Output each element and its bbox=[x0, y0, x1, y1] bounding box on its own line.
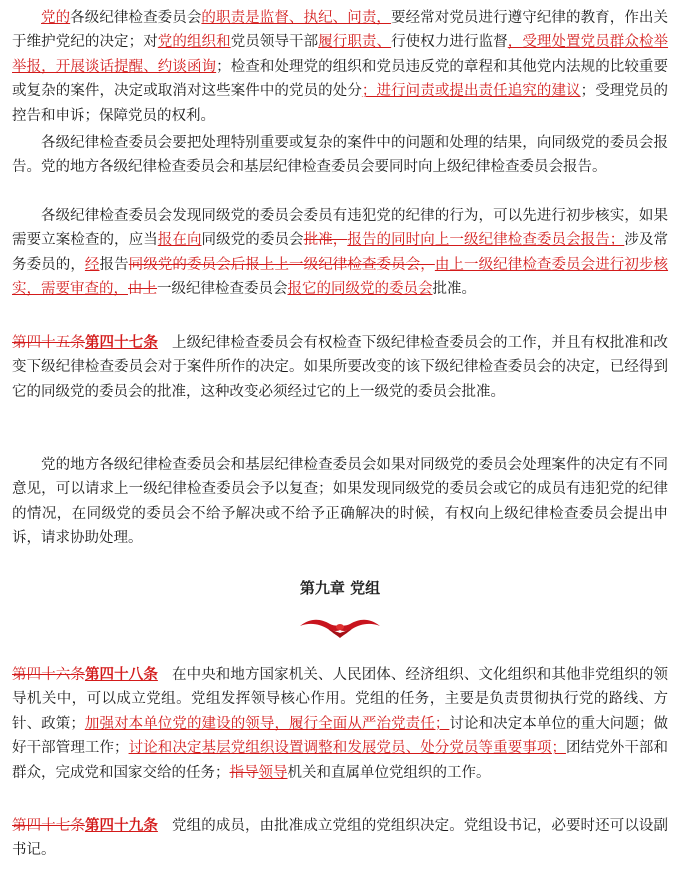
paragraph-appeal bbox=[12, 453, 668, 551]
body-text: 在中央和地方国家机关、人民团体、经济组织、文化组织和其他非党组织的领导机关中，可以成立党组。党组发挥领导核心作用。党组的任务，主要是负责贯彻执行党的路线、方针、政策； bbox=[12, 667, 669, 732]
body-text: ；检查和处理党的组织和党员违反党的章程和其他党内法规的比较重要或复杂的案件，决定或取消对这些案件中的党员的处分 bbox=[12, 58, 669, 100]
chapter-heading: 第九章 党组 bbox=[299, 579, 381, 597]
body-text: 各级纪律检查委员会 bbox=[70, 10, 202, 26]
body-text: 讨论和决定本单位的重大问题；做好干部管理工作； bbox=[12, 715, 669, 757]
inserted-text: 党的 bbox=[41, 10, 71, 26]
red-ribbon-divider-icon bbox=[298, 614, 382, 640]
inserted-text: 报告的同时向上一级纪律检查委员会报告； bbox=[347, 232, 625, 249]
inserted-text: ，受理处置党员群众检举举报，开展谈话提醒、约谈函询 bbox=[12, 34, 669, 75]
inserted-text: 领导 bbox=[258, 764, 288, 781]
body-text: 上级纪律检查委员会有权检查下级纪律检查委员会的工作，并且有权批准和改变下级纪律检查委员会对于案件所作的决定。如果所要改变的该下级纪律检查委员会的决定，已经得到它的同级党的委员会的批准，这种改变必须经过它的上一级党的委员会批准。 bbox=[12, 335, 669, 400]
inserted-text: 党的组织和 bbox=[157, 34, 231, 51]
body-text: 涉及常务委员的， bbox=[12, 232, 669, 273]
body-text: 机关和直属单位党组织的工作。 bbox=[287, 764, 491, 781]
article-number-inserted: 第四十八条 bbox=[84, 667, 158, 683]
deleted-text: 同级党的委员会后报上上一级纪律检查委员会， bbox=[128, 256, 435, 273]
inserted-text: 报它的同级党的委员会 bbox=[287, 281, 433, 298]
body-text: 团结党外干部和群众，完成党和国家交给的任务； bbox=[12, 740, 669, 781]
inserted-text: ；进行问责或提出责任追究的建议 bbox=[361, 83, 581, 100]
body-text: 一级纪律检查委员会 bbox=[157, 281, 288, 298]
article-number-deleted: 第四十六条 bbox=[12, 667, 85, 683]
paragraph-discipline-duties bbox=[12, 6, 668, 128]
deleted-text: 指导 bbox=[229, 764, 259, 781]
body-text: 各级纪律检查委员会要把处理特别重要或复杂的案件中的问题和处理的结果，向同级党的委员会报告。党的地方各级纪律检查委员会和基层纪律检查委员会要同时向上级纪律检查委员会报告。 bbox=[12, 135, 668, 176]
body-text: 党员领导干部 bbox=[230, 34, 319, 51]
inserted-text: 报在向 bbox=[157, 232, 202, 249]
paragraph-article-47 bbox=[12, 331, 668, 404]
body-text: 行使权力进行监督 bbox=[391, 34, 508, 51]
article-number-inserted: 第四十九条 bbox=[84, 818, 158, 834]
body-text: 报告 bbox=[99, 256, 129, 273]
paragraph-report-results bbox=[12, 131, 668, 180]
body-text: 要经常对党员进行遵守纪律的教育，作出关于维护党纪的决定；对 bbox=[12, 10, 669, 51]
body-text: 各级纪律检查委员会发现同级党的委员会委员有违犯党的纪律的行为，可以先进行初步核实，如果需要立案检查的，应当 bbox=[12, 208, 668, 249]
article-number-deleted: 第四十七条 bbox=[12, 818, 85, 834]
article-number-inserted: 第四十七条 bbox=[84, 335, 158, 351]
body-text: 党组的成员，由批准成立党组的党组织决定。党组设书记，必要时还可以设副书记。 bbox=[12, 818, 669, 859]
inserted-text: 加强对本单位党的建设的领导，履行全面从严治党责任； bbox=[84, 715, 450, 732]
paragraph-article-49 bbox=[12, 814, 668, 863]
inserted-text: 经 bbox=[84, 256, 100, 273]
inserted-text: 讨论和决定基层党组织设置调整和发展党员、处分党员等重要事项； bbox=[128, 740, 566, 757]
ornament-divider bbox=[12, 608, 668, 640]
paragraph-committee-violations bbox=[12, 204, 668, 302]
inserted-text: 的职责是监督、执纪、问责， bbox=[201, 10, 392, 26]
body-text: ；受理党员的控告和申诉；保障党员的权利。 bbox=[12, 83, 669, 124]
body-text: 同级党的委员会 bbox=[201, 232, 304, 249]
deleted-text: 由上 bbox=[128, 281, 157, 298]
inserted-text: 由上一级纪律检查委员会进行初步核实，需要审查的， bbox=[12, 256, 669, 298]
paragraph-article-48 bbox=[12, 663, 668, 785]
deleted-text: 批准， bbox=[303, 232, 348, 249]
body-text: 党的地方各级纪律检查委员会和基层纪律检查委员会如果对同级党的委员会处理案件的决定有不同意见，可以请求上一级纪律检查委员会予以复查；如果发现同级党的委员会或它的成员有违犯党的纪律的情况，在同级党的委员会不给予解决或不给予正确解决的时候，有权向上级纪律检查委员会提出申诉，请求协助处理。 bbox=[12, 457, 668, 547]
article-number-deleted: 第四十五条 bbox=[12, 335, 85, 351]
body-text: 批准。 bbox=[432, 281, 476, 298]
inserted-text: 履行职责、 bbox=[318, 34, 392, 51]
